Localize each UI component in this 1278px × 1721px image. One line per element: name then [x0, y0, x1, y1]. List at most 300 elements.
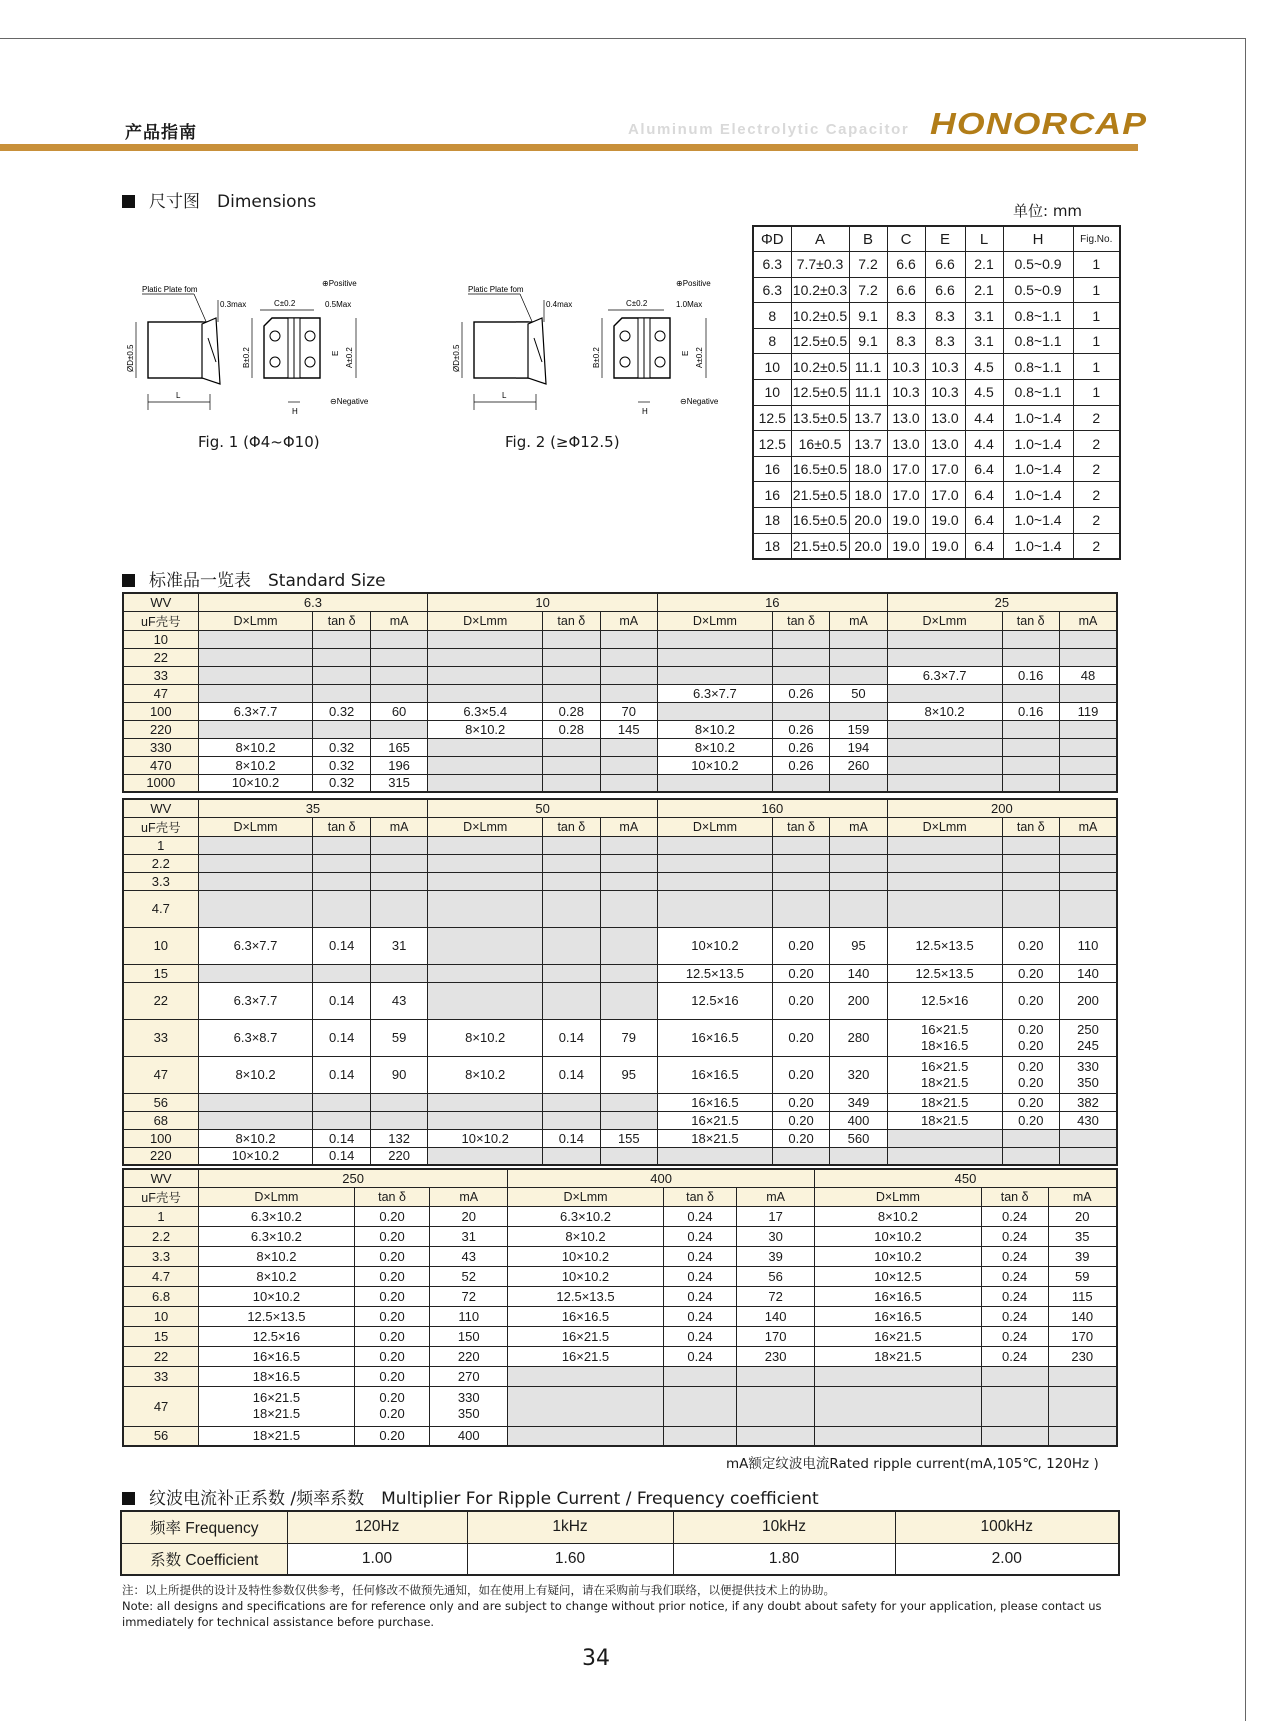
size-row	[123, 1246, 1117, 1266]
capacitance-cell: 68	[123, 1111, 198, 1129]
dim-cell: 1	[1073, 354, 1120, 380]
capacitance-cell: 47	[123, 1056, 198, 1093]
size-cell: 0.14	[543, 1019, 600, 1056]
size-cell	[600, 927, 657, 964]
size-cell: 0.16	[1002, 666, 1059, 684]
size-cell: 48	[1059, 666, 1117, 684]
size-row	[123, 836, 1117, 854]
size-cell	[1002, 684, 1059, 702]
size-cell	[830, 854, 887, 872]
size-cell: 315	[370, 774, 427, 792]
dim-cell: 3.1	[965, 303, 1003, 329]
dim-cell: 8.3	[925, 328, 965, 354]
dim-cell: 2.1	[965, 252, 1003, 278]
size-cell	[313, 666, 370, 684]
voltage-cell: 200	[887, 799, 1117, 817]
size-cell	[543, 1111, 600, 1129]
size-cell-line: 245	[1077, 1037, 1099, 1053]
sub-header-cell: mA	[830, 817, 887, 836]
dim-cell: 2	[1073, 431, 1120, 457]
bullet-square-icon	[122, 195, 135, 208]
size-row	[123, 1286, 1117, 1306]
size-cell: 145	[600, 720, 657, 738]
capacitance-cell: 1	[123, 836, 198, 854]
voltage-cell: 450	[815, 1169, 1117, 1187]
disclaimer-cn: 注：以上所提供的设计及特性参数仅供参考，任何修改不做预先通知，如在使用上有疑问，请在采购前与我们联络，以便提供技术上的协助。	[122, 1583, 835, 1597]
dim-cell: 6.6	[925, 252, 965, 278]
size-cell: 349	[830, 1093, 887, 1111]
size-cell	[428, 982, 543, 1019]
dim-row	[753, 508, 1120, 534]
size-cell	[772, 836, 829, 854]
capacitance-cell: 1	[123, 1206, 199, 1226]
capacitance-cell: 2.2	[123, 1226, 199, 1246]
size-cell	[600, 890, 657, 927]
size-cell: 12.5×16	[199, 1326, 355, 1346]
voltage-cell: 25	[887, 593, 1117, 611]
dim-cell: 10.3	[887, 354, 925, 380]
size-cell	[428, 648, 543, 666]
size-cell: 0.14	[313, 927, 370, 964]
size-cell	[981, 1426, 1048, 1446]
size-cell	[737, 1426, 815, 1446]
dimensions-table-body	[753, 226, 1120, 559]
size-cell: 155	[600, 1129, 657, 1147]
dim-cell: 8.3	[887, 328, 925, 354]
fig2-c-label: C±0.2	[626, 299, 648, 308]
size-cell: 31	[430, 1226, 508, 1246]
dim-cell: 11.1	[849, 354, 887, 380]
voltage-cell: 35	[198, 799, 428, 817]
size-cell-line: 18×16.5	[920, 1037, 969, 1053]
dim-row	[753, 328, 1120, 354]
size-cell	[657, 702, 772, 720]
size-cell	[1059, 630, 1117, 648]
size-cell: 0.20	[354, 1326, 430, 1346]
size-cell: 194	[830, 738, 887, 756]
capacitance-cell: 47	[123, 684, 198, 702]
size-cell: 0.20	[772, 927, 829, 964]
size-cell	[1059, 684, 1117, 702]
size-cell	[198, 964, 313, 982]
sub-header-cell: mA	[1059, 611, 1117, 630]
size-cell	[600, 854, 657, 872]
size-cell	[543, 964, 600, 982]
dim-header-cell: L	[965, 226, 1003, 252]
dim-header-cell: A	[791, 226, 849, 252]
size-cell: 140	[1060, 964, 1118, 982]
size-cell: 430	[1060, 1111, 1118, 1129]
dim-cell: 16.5±0.5	[791, 456, 849, 482]
sub-header-cell: D×Lmm	[815, 1187, 982, 1206]
size-cell: 20	[430, 1206, 508, 1226]
capacitance-cell: 22	[123, 982, 198, 1019]
size-cell: 16×16.5	[658, 1056, 773, 1093]
size-row	[123, 854, 1117, 872]
size-cell	[658, 1147, 773, 1165]
size-row	[123, 1019, 1117, 1056]
capacitance-cell: 3.3	[123, 872, 198, 890]
size-cell: 0.20	[354, 1426, 430, 1446]
fig1-caption: Fig. 1 (Φ4~Φ10)	[198, 433, 320, 451]
size-cell: 0.14	[313, 1129, 370, 1147]
size-cell: 8×10.2	[887, 702, 1002, 720]
coefficient-cell: 1.80	[673, 1543, 895, 1575]
size-cell: 0.24	[663, 1266, 736, 1286]
size-cell: 6.3×7.7	[198, 927, 313, 964]
fig2-l-label: L	[502, 391, 507, 400]
size-cell	[198, 720, 313, 738]
dim-cell: 19.0	[887, 508, 925, 534]
bullet-square-icon	[122, 574, 135, 587]
size-cell: 110	[430, 1306, 508, 1326]
sub-header-cell: D×Lmm	[657, 611, 772, 630]
size-cell	[1060, 1056, 1118, 1093]
size-cell: 12.5×16	[658, 982, 773, 1019]
sub-header-cell: mA	[600, 611, 657, 630]
size-cell	[1059, 774, 1117, 792]
size-cell	[313, 872, 370, 890]
size-cell-line: 0.20	[379, 1390, 405, 1405]
size-cell: 8×10.2	[199, 1246, 355, 1266]
size-cell: 0.20	[772, 1019, 829, 1056]
dim-row	[753, 380, 1120, 406]
dim-cell: 19.0	[925, 533, 965, 559]
dim-cell: 12.5±0.5	[791, 328, 849, 354]
size-cell: 16×16.5	[658, 1093, 773, 1111]
size-cell: 17	[737, 1206, 815, 1226]
size-cell: 0.20	[354, 1306, 430, 1326]
size-row	[123, 774, 1117, 792]
size-cell: 0.28	[543, 702, 600, 720]
size-cell	[508, 1386, 664, 1426]
size-cell	[370, 1093, 427, 1111]
dim-cell: 6.6	[887, 277, 925, 303]
size-cell: 230	[1048, 1346, 1117, 1366]
size-cell	[830, 774, 887, 792]
sub-header-cell: tan δ	[981, 1187, 1048, 1206]
size-cell: 6.3×10.2	[199, 1226, 355, 1246]
sub-header-cell: mA	[430, 1187, 508, 1206]
voltage-cell: 160	[658, 799, 888, 817]
size-cell	[830, 890, 887, 927]
section-standard-label: 标准品一览表 Standard Size	[149, 571, 386, 591]
size-cell: 0.20	[354, 1206, 430, 1226]
size-cell	[600, 964, 657, 982]
size-cell: 10×10.2	[657, 756, 772, 774]
coefficient-cell: 2.00	[895, 1543, 1119, 1575]
size-cell	[1002, 720, 1059, 738]
size-cell: 119	[1059, 702, 1117, 720]
size-cell	[830, 836, 887, 854]
size-cell: 16×21.5	[508, 1326, 664, 1346]
size-cell	[198, 684, 313, 702]
fig2-neg-label: ⊖Negative	[680, 397, 719, 406]
bullet-square-icon	[122, 1492, 135, 1505]
size-cell	[508, 1366, 664, 1386]
size-cell-line: 18×21.5	[920, 1074, 969, 1090]
coefficient-cell: 1.00	[287, 1543, 467, 1575]
size-cell	[1002, 1056, 1059, 1093]
size-cell	[428, 964, 543, 982]
size-cell: 0.14	[313, 1056, 370, 1093]
fig1-a-label: A±0.2	[345, 347, 354, 368]
fig2-caption: Fig. 2 (≥Φ12.5)	[505, 433, 620, 451]
size-cell	[1002, 774, 1059, 792]
size-cell	[600, 684, 657, 702]
size-cell: 8×10.2	[815, 1206, 982, 1226]
size-cell	[428, 774, 543, 792]
sub-header-cell: tan δ	[1002, 817, 1059, 836]
standard-size-table-1	[122, 592, 1118, 793]
voltage-cell: 400	[508, 1169, 815, 1187]
size-cell	[658, 890, 773, 927]
sub-header-cell: mA	[600, 817, 657, 836]
uf-label: uF壳号	[123, 1187, 199, 1206]
size-cell: 382	[1060, 1093, 1118, 1111]
size-cell: 0.24	[663, 1286, 736, 1306]
size-cell: 10×12.5	[815, 1266, 982, 1286]
dim-row	[753, 277, 1120, 303]
size-cell: 95	[830, 927, 887, 964]
dim-cell: 10	[753, 354, 791, 380]
size-cell-line: 16×21.5	[920, 1021, 969, 1037]
dim-cell: 12.5	[753, 405, 791, 431]
size-cell: 0.20	[1002, 964, 1059, 982]
size-cell: 6.3×7.7	[887, 666, 1002, 684]
capacitance-cell: 6.8	[123, 1286, 199, 1306]
size-cell	[198, 890, 313, 927]
size-cell	[887, 1147, 1002, 1165]
size-cell	[658, 836, 773, 854]
dim-cell: 4.4	[965, 405, 1003, 431]
dim-row	[753, 303, 1120, 329]
size-cell: 280	[830, 1019, 887, 1056]
size-cell	[887, 1019, 1002, 1056]
size-cell: 16×21.5	[658, 1111, 773, 1129]
size-cell: 0.26	[772, 756, 829, 774]
size-cell: 0.24	[663, 1206, 736, 1226]
capacitance-cell: 330	[123, 738, 198, 756]
dim-cell: 2	[1073, 533, 1120, 559]
size-cell	[1048, 1386, 1117, 1426]
capacitance-cell: 4.7	[123, 1266, 199, 1286]
dim-cell: 10.3	[925, 380, 965, 406]
honorcap-logo: HONORCAP	[930, 106, 1148, 141]
voltage-cell: 250	[199, 1169, 508, 1187]
dim-cell: 2.1	[965, 277, 1003, 303]
size-cell: 0.26	[772, 684, 829, 702]
size-cell	[887, 1129, 1002, 1147]
size-cell	[981, 1366, 1048, 1386]
size-cell	[887, 684, 1002, 702]
sub-header-cell: D×Lmm	[428, 611, 543, 630]
size-row	[123, 1147, 1117, 1165]
size-cell	[543, 774, 600, 792]
size-cell	[370, 648, 427, 666]
dim-cell: 20.0	[849, 508, 887, 534]
size-cell	[830, 666, 887, 684]
fig1-diagram	[112, 272, 412, 432]
section-dimensions-label: 尺寸图 Dimensions	[149, 192, 317, 212]
dim-cell: 17.0	[925, 482, 965, 508]
voltage-cell: 50	[428, 799, 658, 817]
sub-header-cell: tan δ	[543, 611, 600, 630]
size-cell-line: 0.20	[379, 1406, 405, 1421]
size-cell: 170	[737, 1326, 815, 1346]
capacitance-cell: 470	[123, 756, 198, 774]
size-row	[123, 1266, 1117, 1286]
size-cell	[543, 927, 600, 964]
dim-row	[753, 431, 1120, 457]
size-cell: 50	[830, 684, 887, 702]
capacitance-cell: 56	[123, 1426, 199, 1446]
size-cell: 0.20	[1002, 927, 1059, 964]
size-cell	[830, 872, 887, 890]
capacitance-cell: 22	[123, 1346, 199, 1366]
fig1-max1-label: 0.3max	[220, 300, 247, 309]
size-cell	[887, 854, 1002, 872]
size-row	[123, 1326, 1117, 1346]
size-cell-line: 350	[1077, 1074, 1099, 1090]
size-row	[123, 964, 1117, 982]
dim-cell: 0.8~1.1	[1003, 380, 1073, 406]
size-cell: 0.32	[313, 756, 370, 774]
size-cell: 0.24	[981, 1226, 1048, 1246]
size-cell	[370, 964, 427, 982]
size-row	[123, 1306, 1117, 1326]
dim-cell: 18.0	[849, 456, 887, 482]
dim-cell: 19.0	[925, 508, 965, 534]
capacitance-cell: 1000	[123, 774, 198, 792]
size-cell	[830, 630, 887, 648]
size-cell: 16×16.5	[815, 1306, 982, 1326]
size-cell: 270	[430, 1366, 508, 1386]
size-cell: 10×10.2	[428, 1129, 543, 1147]
fig1-max2-label: 0.5Max	[325, 300, 352, 309]
size-cell	[657, 666, 772, 684]
size-cell	[600, 666, 657, 684]
size-cell	[1002, 738, 1059, 756]
dim-row	[753, 456, 1120, 482]
size-cell	[658, 872, 773, 890]
size-cell: 72	[430, 1286, 508, 1306]
dim-cell: 2	[1073, 482, 1120, 508]
size-cell-line: 18×21.5	[252, 1406, 301, 1421]
size-cell	[428, 756, 543, 774]
dim-cell: 1	[1073, 328, 1120, 354]
size-cell	[1002, 1129, 1059, 1147]
size-row	[123, 1426, 1117, 1446]
sub-header-cell: D×Lmm	[658, 817, 773, 836]
fig2-plate-label: Platic Plate fom	[468, 285, 524, 294]
dim-cell: 16±0.5	[791, 431, 849, 457]
size-cell: 6.3×7.7	[198, 702, 313, 720]
size-cell	[370, 720, 427, 738]
sub-header-cell: D×Lmm	[198, 611, 313, 630]
dim-header-cell: C	[887, 226, 925, 252]
size-cell	[313, 964, 370, 982]
size-cell: 196	[370, 756, 427, 774]
disclaimer-en: Note: all designs and specifications are for reference only and are subject to change without prior notice, if any doubt about safety for your application, please contact us immediately for technical assistance before purchase.	[122, 1599, 1102, 1629]
fig1-c-label: C±0.2	[274, 299, 296, 308]
size-cell: 18×21.5	[887, 1093, 1002, 1111]
size-cell: 0.24	[981, 1286, 1048, 1306]
dim-cell: 2	[1073, 456, 1120, 482]
size-cell	[428, 1111, 543, 1129]
dim-cell: 10.2±0.5	[791, 354, 849, 380]
size-cell: 0.16	[1002, 702, 1059, 720]
size-cell: 12.5×13.5	[508, 1286, 664, 1306]
size-cell: 0.24	[663, 1226, 736, 1246]
size-row	[123, 1206, 1117, 1226]
dim-cell: 10.3	[925, 354, 965, 380]
size-cell: 0.20	[1002, 982, 1059, 1019]
dim-cell: 13.0	[925, 405, 965, 431]
size-cell: 18×21.5	[815, 1346, 982, 1366]
size-cell: 6.3×7.7	[198, 982, 313, 1019]
size-cell	[1048, 1426, 1117, 1446]
size-cell-line: 0.20	[1018, 1021, 1044, 1037]
size-cell: 0.24	[981, 1206, 1048, 1226]
size-cell: 10×10.2	[508, 1246, 664, 1266]
size-cell: 95	[600, 1056, 657, 1093]
size-row	[123, 684, 1117, 702]
size-cell	[1060, 1019, 1118, 1056]
size-cell	[600, 872, 657, 890]
size-cell	[313, 836, 370, 854]
multiplier-coefficient-row	[121, 1543, 1119, 1575]
dim-cell: 13.7	[849, 431, 887, 457]
capacitance-cell: 2.2	[123, 854, 198, 872]
size-cell: 200	[1060, 982, 1118, 1019]
dim-cell: 13.0	[887, 431, 925, 457]
size-cell	[657, 648, 772, 666]
size-cell-line: 0.20	[1018, 1074, 1044, 1090]
size-cell	[887, 872, 1002, 890]
size-cell: 0.20	[354, 1366, 430, 1386]
size-cell: 200	[830, 982, 887, 1019]
size-cell	[1002, 872, 1059, 890]
wv-label: WV	[123, 593, 198, 611]
wv-row	[123, 1169, 1117, 1187]
size-row	[123, 1366, 1117, 1386]
size-cell	[830, 648, 887, 666]
dim-row	[753, 405, 1120, 431]
dim-cell: 8.3	[925, 303, 965, 329]
size-cell: 0.32	[313, 738, 370, 756]
size-cell: 16×16.5	[199, 1346, 355, 1366]
dim-cell: 20.0	[849, 533, 887, 559]
size-cell: 0.14	[543, 1056, 600, 1093]
size-cell-line: 330	[1077, 1058, 1099, 1074]
size-cell: 132	[370, 1129, 427, 1147]
size-cell	[354, 1386, 430, 1426]
size-cell	[370, 872, 427, 890]
size-cell	[370, 1111, 427, 1129]
size-cell: 0.20	[772, 1129, 829, 1147]
sub-header-cell: mA	[370, 817, 427, 836]
size-cell: 0.20	[354, 1286, 430, 1306]
dim-cell: 6.4	[965, 508, 1003, 534]
section-standard	[122, 566, 386, 591]
size-cell: 79	[600, 1019, 657, 1056]
size-cell: 0.24	[981, 1346, 1048, 1366]
dim-cell: 0.5~0.9	[1003, 277, 1073, 303]
fig1-e-label: E	[331, 350, 340, 356]
size-cell: 140	[737, 1306, 815, 1326]
fig1-neg-label: ⊖Negative	[330, 397, 369, 406]
